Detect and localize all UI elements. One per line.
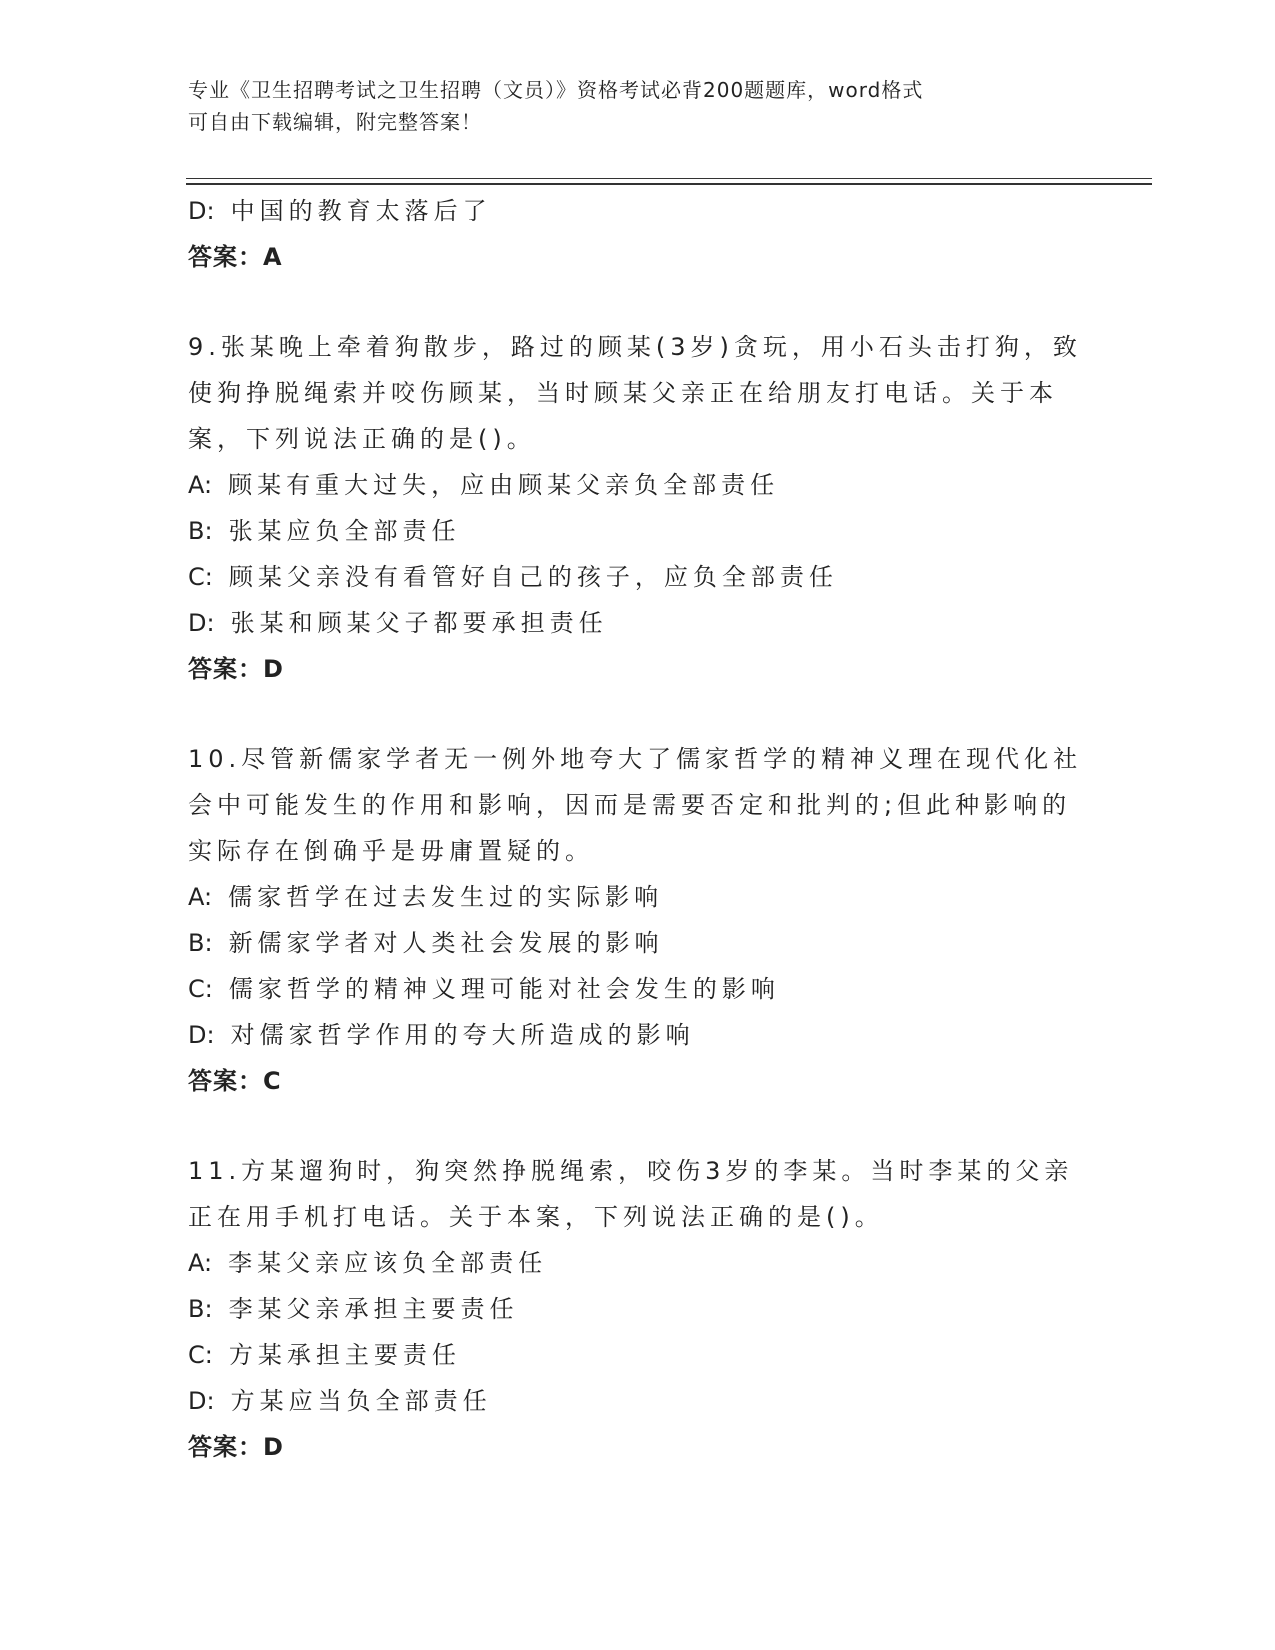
option-key: A: xyxy=(188,883,213,911)
answer-label: 答案： xyxy=(188,655,263,683)
option-d xyxy=(188,600,1088,646)
question-block xyxy=(188,1148,1088,1470)
option-text: 方某承担主要责任 xyxy=(228,1341,461,1369)
option-text: 张某和顾某父子都要承担责任 xyxy=(230,609,608,637)
option-text: 方某应当负全部责任 xyxy=(230,1387,492,1415)
answer-value: D xyxy=(263,655,284,683)
answer-label: 答案： xyxy=(188,1067,263,1095)
option-text: 儒家哲学的精神义理可能对社会发生的影响 xyxy=(228,975,780,1003)
option-key: C: xyxy=(188,1341,213,1369)
option-c xyxy=(188,554,1088,600)
question-content xyxy=(188,188,1088,1514)
option-b xyxy=(188,508,1088,554)
answer-line xyxy=(188,1058,1088,1104)
document-header xyxy=(188,74,1088,138)
answer-value: D xyxy=(263,1433,284,1461)
option-a xyxy=(188,1240,1088,1286)
answer-label: 答案： xyxy=(188,243,263,271)
question-stem xyxy=(188,324,1088,462)
header-title-line-2: 可自由下载编辑，附完整答案！ xyxy=(188,110,482,134)
option-text: 新儒家学者对人类社会发展的影响 xyxy=(228,929,664,957)
stem-line: 实际存在倒确乎是毋庸置疑的。 xyxy=(188,837,594,865)
header-divider-thin xyxy=(186,178,1152,179)
stem-line: 正在用手机打电话。关于本案，下列说法正确的是()。 xyxy=(188,1203,884,1231)
option-a xyxy=(188,874,1088,920)
option-key: A: xyxy=(188,1249,213,1277)
option-text: 张某应负全部责任 xyxy=(228,517,461,545)
option-b xyxy=(188,1286,1088,1332)
answer-line xyxy=(188,1424,1088,1470)
option-key: D: xyxy=(188,197,215,225)
question-stem xyxy=(188,736,1088,874)
option-d xyxy=(188,1012,1088,1058)
question-stem xyxy=(188,1148,1088,1240)
answer-line xyxy=(188,646,1088,692)
option-key: B: xyxy=(188,1295,213,1323)
option-text: 对儒家哲学作用的夸大所造成的影响 xyxy=(230,1021,695,1049)
answer-line xyxy=(188,234,1088,280)
stem-line: 9.张某晚上牵着狗散步，路过的顾某(3岁)贪玩，用小石头击打狗，致 xyxy=(188,333,1082,361)
header-title-line-1: 专业《卫生招聘考试之卫生招聘（文员）》资格考试必背200题题库，word格式 xyxy=(188,78,924,102)
option-a xyxy=(188,462,1088,508)
option-key: D: xyxy=(188,1021,215,1049)
option-key: D: xyxy=(188,1387,215,1415)
stem-line: 10.尽管新儒家学者无一例外地夸大了儒家哲学的精神义理在现代化社 xyxy=(188,745,1083,773)
option-key: C: xyxy=(188,975,213,1003)
question-block xyxy=(188,736,1088,1104)
option-key: D: xyxy=(188,609,215,637)
option-key: B: xyxy=(188,929,213,957)
option-c xyxy=(188,966,1088,1012)
stem-line: 11.方某遛狗时，狗突然挣脱绳索，咬伤3岁的李某。当时李某的父亲 xyxy=(188,1157,1074,1185)
option-text: 儒家哲学在过去发生过的实际影响 xyxy=(228,883,664,911)
option-b xyxy=(188,920,1088,966)
option-key: B: xyxy=(188,517,213,545)
answer-label: 答案： xyxy=(188,1433,263,1461)
stem-line: 案，下列说法正确的是()。 xyxy=(188,425,536,453)
option-text: 顾某有重大过失，应由顾某父亲负全部责任 xyxy=(228,471,780,499)
option-d xyxy=(188,1378,1088,1424)
stem-line: 使狗挣脱绳索并咬伤顾某，当时顾某父亲正在给朋友打电话。关于本 xyxy=(188,379,1058,407)
option-key: C: xyxy=(188,563,213,591)
header-divider-thick xyxy=(186,183,1152,185)
answer-value: C xyxy=(263,1067,282,1095)
option-text: 顾某父亲没有看管好自己的孩子，应负全部责任 xyxy=(228,563,838,591)
stem-line: 会中可能发生的作用和影响，因而是需要否定和批判的;但此种影响的 xyxy=(188,791,1072,819)
option-text: 李某父亲承担主要责任 xyxy=(228,1295,519,1323)
option-d xyxy=(188,188,1088,234)
option-c xyxy=(188,1332,1088,1378)
option-key: A: xyxy=(188,471,213,499)
option-text: 中国的教育太落后了 xyxy=(230,197,492,225)
answer-value: A xyxy=(263,243,283,271)
option-text: 李某父亲应该负全部责任 xyxy=(228,1249,548,1277)
question-block xyxy=(188,324,1088,692)
